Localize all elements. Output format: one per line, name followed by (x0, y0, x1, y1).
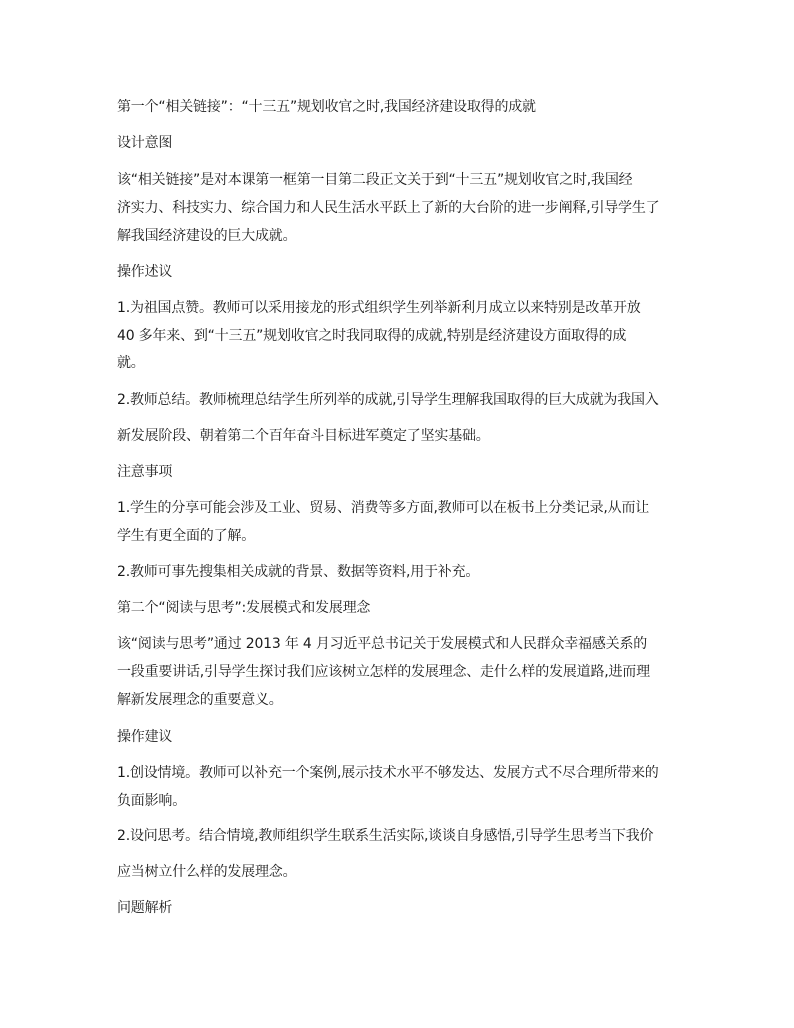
paragraph-line: 应当树立什么样的发展理念。 (117, 864, 297, 880)
paragraph-line: 2.设问思考。结合情境,教师组织学生联系生活实际,谈谈自身感悟,引导学生思考当下我价 (117, 828, 654, 844)
paragraph-line: 解我国经济建设的巨大成就。 (117, 228, 297, 244)
paragraph-line: 学生有更全面的了解。 (117, 528, 255, 544)
paragraph-line: 该“阅读与思考”通过 2013 年 4 月习近平总书记关于发展模式和人民群众幸福感关系的 (117, 636, 648, 652)
paragraph-line: 40 多年来、到“十三五”规划收官之时我同取得的成就,特别是经济建设方面取得的成 (117, 328, 627, 344)
paragraph-line: 2.教师总结。教师梳理总结学生所列举的成就,引导学生理解我国取得的巨大成就为我国入 (117, 392, 659, 408)
paragraph-line: 2.教师可事先搜集相关成就的背景、数据等资料,用于补充。 (117, 564, 480, 580)
paragraph-line: 解新发展理念的重要意义。 (117, 692, 283, 708)
paragraph-line: 济实力、科技实力、综合国力和人民生活水平跃上了新的大台阶的进一步阐释,引导学生了 (117, 200, 660, 216)
section-heading-related-link: 第一个“相关链接”：“十三五”规划收官之时,我国经济建设取得的成就 (117, 99, 536, 115)
paragraph-line: 1.学生的分享可能会涉及工业、贸易、消费等多方面,教师可以在板书上分类记录,从而让 (117, 500, 650, 516)
paragraph-line: 该“相关链接”是对本课第一框第一目第二段正文关于到“十三五”规划收官之时,我国经 (117, 172, 633, 188)
section-heading-reading-thinking: 第二个“阅读与思考”:发展模式和发展理念 (117, 600, 371, 616)
paragraph-line: 就。 (117, 355, 145, 371)
paragraph-line: 负面影响。 (117, 793, 186, 809)
paragraph-line: 1.为祖国点赞。教师可以采用接龙的形式组织学生列举新利月成立以来特别是改革开放 (117, 300, 641, 316)
subheading-notes: 注意事项 (117, 464, 173, 480)
paragraph-line: 新发展阶段、朝着第二个百年奋斗目标进军奠定了坚实基础。 (117, 428, 490, 444)
paragraph-line: 1.创设情境。教师可以补充一个案例,展示技术水平不够发达、发展方式不尽合理所带来的 (117, 765, 659, 781)
subheading-problem-analysis: 问题解析 (117, 900, 173, 916)
paragraph-line: 一段重要讲话,引导学生探讨我们应该树立怎样的发展理念、走什么样的发展道路,进而理 (117, 664, 650, 680)
subheading-operation-suggestion: 操作建议 (117, 729, 173, 745)
subheading-design-intent: 设计意图 (117, 135, 173, 151)
subheading-operation-suggestion: 操作述议 (117, 264, 173, 280)
